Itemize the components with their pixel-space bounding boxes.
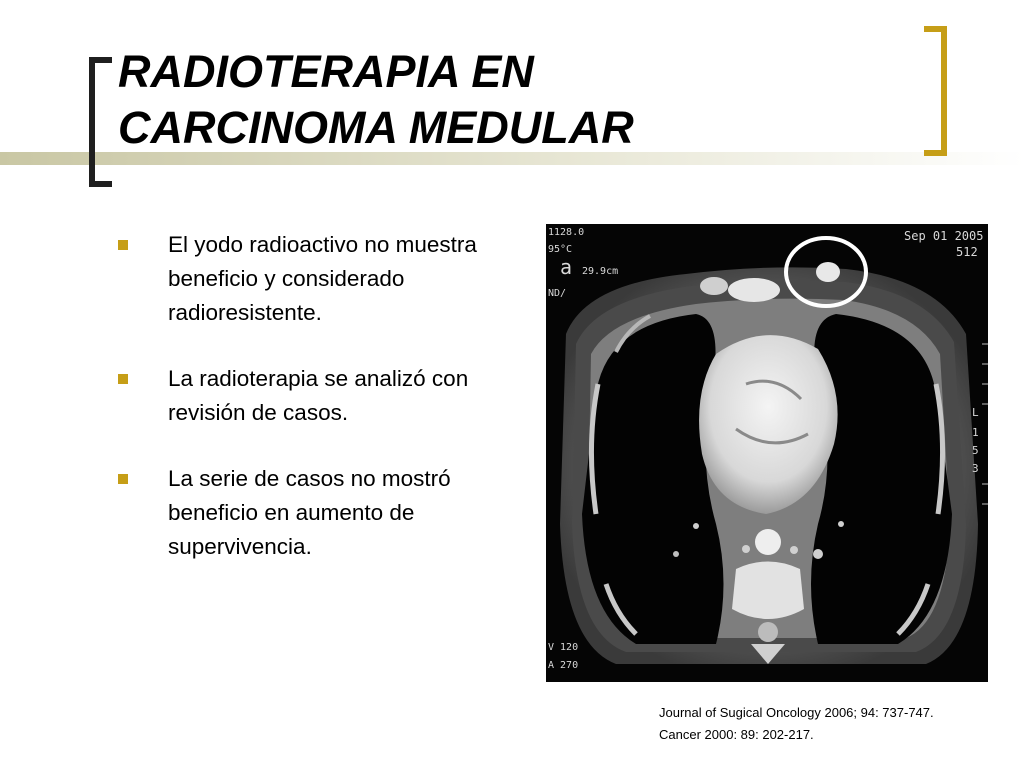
ct-overlay-text: ND/ — [548, 288, 567, 299]
reference-line: Journal of Sugical Oncology 2006; 94: 737-747. — [659, 705, 934, 720]
bullet-text: La serie de casos no mostró beneficio en aumento de supervivencia. — [168, 466, 451, 559]
ct-side-mark: 3 — [972, 462, 979, 475]
bullet-text: La radioterapia se analizó con revisión de casos. — [168, 366, 469, 425]
slide-title — [118, 44, 634, 156]
ct-date: Sep 01 2005 — [904, 229, 984, 243]
square-bullet-icon — [118, 474, 128, 484]
right-bracket-icon — [922, 26, 948, 156]
ct-side-mark: L — [972, 406, 979, 419]
ct-overlay-text: 1128.0 — [548, 227, 585, 238]
bullet-text: El yodo radioactivo no muestra beneficio y considerado radioresistente. — [168, 232, 477, 325]
left-bracket-icon — [88, 57, 114, 187]
ct-number: 512 — [956, 245, 978, 259]
square-bullet-icon — [118, 374, 128, 384]
ct-overlay-text: 95°C — [548, 244, 573, 255]
bullet-item — [118, 228, 518, 330]
ct-overlay-text: 29.9cm — [582, 266, 619, 277]
ct-scan-image — [546, 224, 988, 682]
title-line-1: RADIOTERAPIA EN — [118, 46, 534, 97]
ct-side-mark: 5 — [972, 444, 979, 457]
title-line-2: CARCINOMA MEDULAR — [118, 102, 634, 153]
bullet-list — [118, 228, 518, 596]
square-bullet-icon — [118, 240, 128, 250]
references — [659, 702, 934, 746]
ct-series-letter: a — [560, 255, 573, 279]
ct-overlay-text: V 120 — [548, 642, 579, 653]
reference-line: Cancer 2000: 89: 202-217. — [659, 727, 814, 742]
ct-scan-drawing — [546, 224, 988, 682]
bullet-item — [118, 362, 518, 430]
ct-overlay-text: A 270 — [548, 660, 579, 671]
ct-side-mark: 1 — [972, 426, 979, 439]
bullet-item — [118, 462, 518, 564]
